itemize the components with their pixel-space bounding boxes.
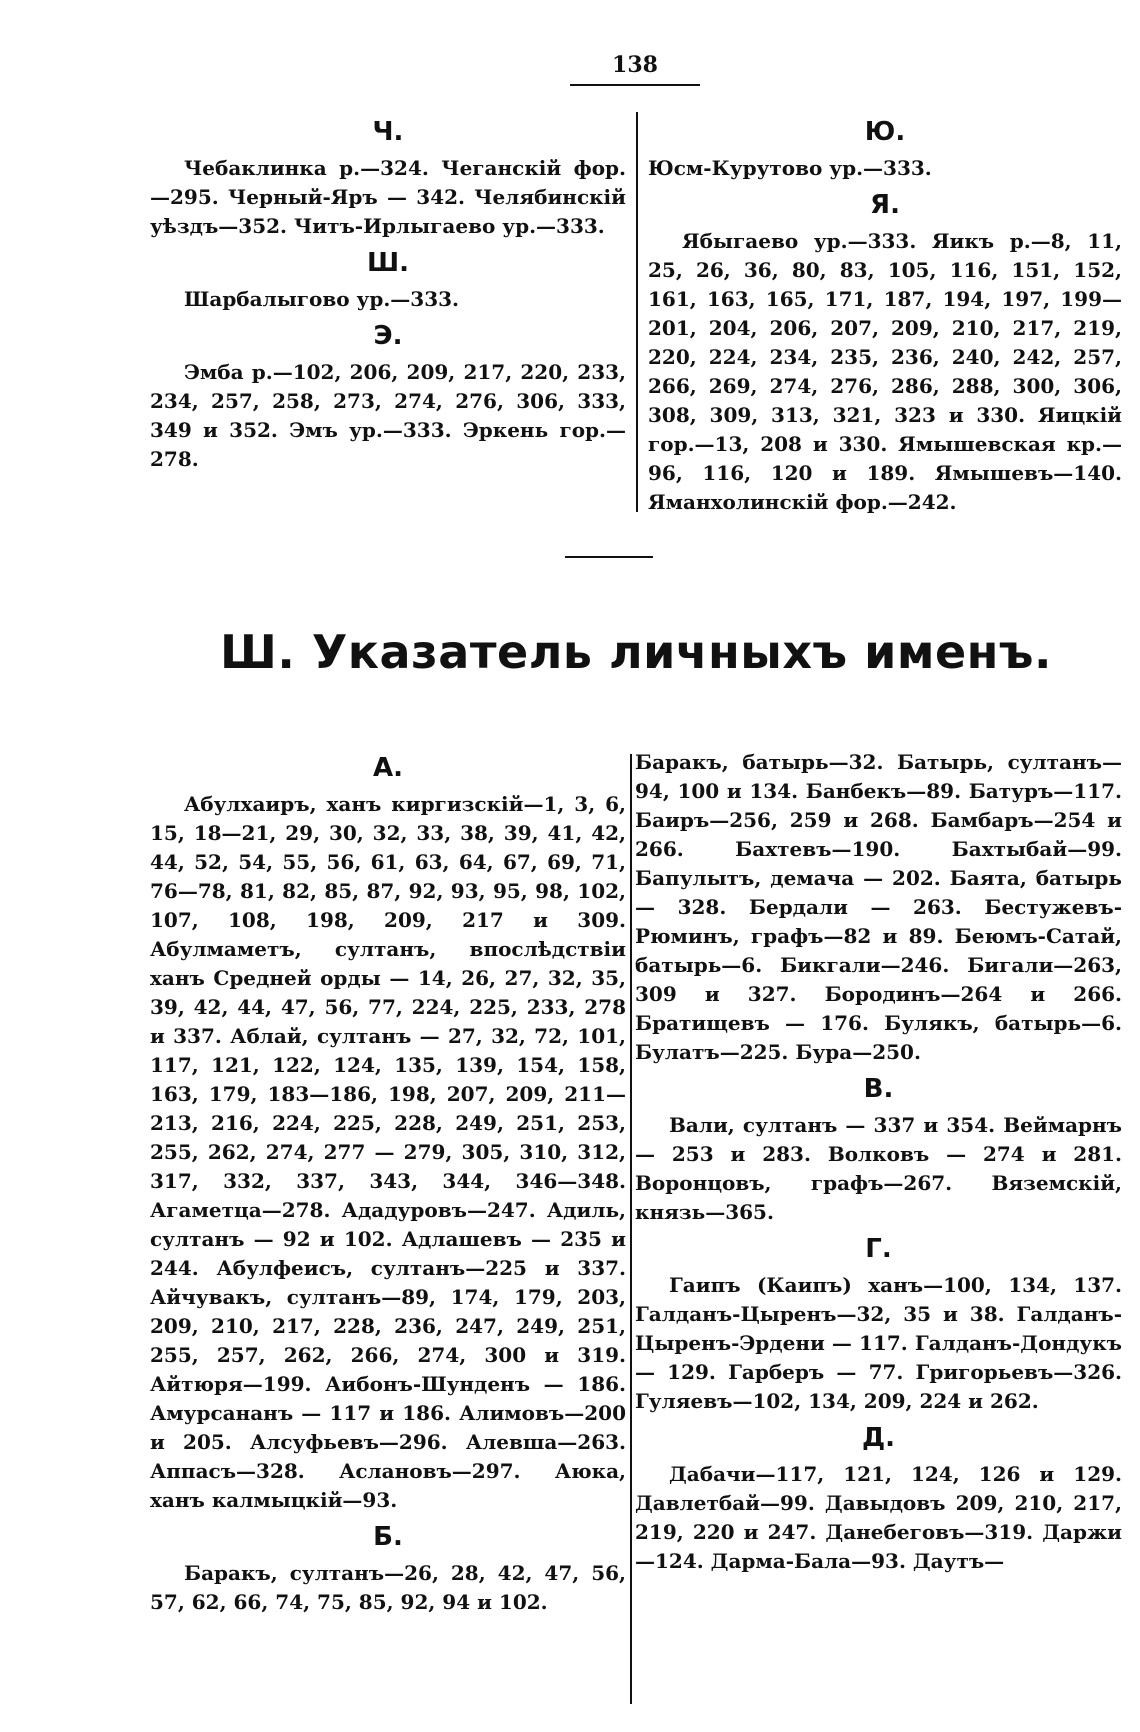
bottom-right-column <box>635 748 1122 1576</box>
letter-heading: Б. <box>373 1522 403 1552</box>
top-right-column <box>648 110 1122 517</box>
index-entry: Юсм-Курутово ур.—333. <box>648 156 932 180</box>
index-entry: Гаипъ (Каипъ) ханъ—100, 134, 137. Галданъ-Цыренъ—32, 35 и 38. Галданъ-Цыренъ-Эрдени — 117. Галданъ-Дондукъ — 129. Гарберъ — 77. Григорьевъ—326. Гуляевъ—102, 134, 209, 224 и 262. <box>635 1273 1122 1413</box>
letter-heading: Г. <box>865 1234 892 1264</box>
top-left-column <box>150 110 626 474</box>
index-entry-continued: Баракъ, батырь—32. Батырь, султанъ—94, 100 и 134. Банбекъ—89. Батуръ—117. Баиръ—256, 259 и 268. Бамбаръ—254 и 266. Бахтевъ—190. Бахтыбай—99. Бапулытъ, демача — 202. Баята, батырь — 328. Бердали — 263. Бестужевъ-Рюминъ, графъ—82 и 89. Беюмъ-Сатай, батырь—6. Бикгали—246. Бигали—263, 309 и 327. Бородинъ—264 и 266. Братищевъ — 176. Булякъ, батырь—6. Булатъ—225. Бура—250. <box>635 750 1122 1064</box>
column-divider <box>630 754 632 1704</box>
letter-heading: Ю. <box>864 117 906 147</box>
index-entry: Ябыгаево ур.—333. Яикъ р.—8, 11, 25, 26, 36, 80, 83, 105, 116, 151, 152, 161, 163, 165, 171, 187, 194, 197, 199—201, 204, 206, 207, 209, 210, 217, 219, 220, 224, 234, 235, 236, 240, 242, 257, 266, 269, 274, 276, 286, 288, 300, 306, 308, 309, 313, 321, 323 и 330. Яицкій гор.—13, 208 и 330. Ямышевская кр.—96, 116, 120 и 189. Ямышевъ—140. Яманхолинскій фор.—242. <box>648 229 1122 514</box>
page-number: 138 <box>612 52 658 78</box>
index-entry: Чебаклинка р.—324. Чеганскій фор.—295. Черный-Яръ — 342. Челябинскій уѣздъ—352. Читъ-Ирлыгаево ур.—333. <box>150 156 626 238</box>
column-divider <box>636 112 638 512</box>
letter-heading: Д. <box>861 1423 896 1453</box>
letter-heading: Я. <box>870 190 900 220</box>
section-title: Ш. Указатель личныхъ именъ. <box>220 625 1052 679</box>
index-entry: Шарбалыгово ур.—333. <box>184 287 460 311</box>
letter-heading: Ш. <box>367 248 409 278</box>
index-entry: Абулхаиръ, ханъ киргизскій—1, 3, 6, 15, 18—21, 29, 30, 32, 33, 38, 39, 41, 42, 44, 52, 54, 55, 56, 61, 63, 64, 67, 69, 71, 76—78, 81, 82, 85, 87, 92, 93, 95, 98, 102, 107, 108, 198, 209, 217 и 309. Абулмаметъ, султанъ, впослѣдствіи ханъ Средней орды — 14, 26, 27, 32, 35, 39, 42, 44, 47, 56, 77, 224, 225, 233, 278 и 337. Аблай, султанъ — 27, 32, 72, 101, 117, 121, 122, 124, 135, 139, 154, 158, 163, 179, 183—186, 198, 207, 209, 211—213, 216, 224, 225, 228, 249, 251, 253, 255, 262, 274, 277 — 279, 305, 310, 312, 317, 332, 337, 343, 344, 346—348. Агаметца—278. Ададуровъ—247. Адиль, султанъ — 92 и 102. Адлашевъ — 235 и 244. Абулфеисъ, султанъ—225 и 337. Айчувакъ, султанъ—89, 174, 179, 203, 209, 210, 217, 228, 236, 247, 249, 251, 255, 257, 262, 266, 274, 300 и 319. Айтюря—199. Аибонъ-Шунденъ — 186. Амурсананъ — 117 и 186. Алимовъ—200 и 205. Алсуфьевъ—296. Алевша—263. Аппасъ—328. Аслановъ—297. Аюка, ханъ калмыцкій—93. <box>150 792 626 1512</box>
index-entry: Вали, султанъ — 337 и 354. Веймарнъ — 253 и 283. Волковъ — 274 и 281. Воронцовъ, графъ—267. Вяземскій, князь—365. <box>635 1113 1122 1224</box>
page-number-rule <box>570 84 700 86</box>
bottom-left-column <box>150 746 626 1617</box>
letter-heading: Ч. <box>372 117 404 147</box>
letter-heading: Э. <box>373 321 403 351</box>
index-entry: Баракъ, султанъ—26, 28, 42, 47, 56, 57, 62, 66, 74, 75, 85, 92, 94 и 102. <box>150 1561 626 1614</box>
section-divider <box>565 556 653 558</box>
index-entry: Эмба р.—102, 206, 209, 217, 220, 233, 234, 257, 258, 273, 274, 276, 306, 333, 349 и 352. Эмъ ур.—333. Эркень гор.—278. <box>150 360 626 471</box>
letter-heading: В. <box>863 1074 894 1104</box>
index-entry: Дабачи—117, 121, 124, 126 и 129. Давлетбай—99. Давыдовъ 209, 210, 217, 219, 220 и 247. Данебеговъ—319. Даржи—124. Дарма-Бала—93. Даутъ— <box>635 1462 1122 1573</box>
letter-heading: А. <box>373 753 403 783</box>
